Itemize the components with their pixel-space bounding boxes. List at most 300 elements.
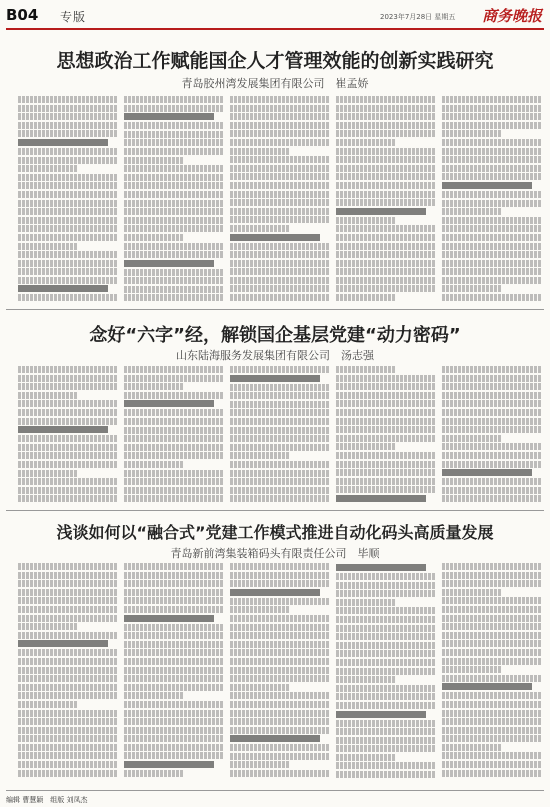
body-text-line: [124, 234, 184, 241]
body-text-line: [442, 122, 542, 129]
body-text-line: [336, 96, 436, 103]
article-2-col-2: [124, 366, 224, 506]
body-text-line: [442, 752, 542, 759]
body-text-line: [124, 572, 224, 579]
body-text-line: [124, 383, 184, 390]
body-text-line: [442, 208, 502, 215]
body-text-line: [336, 582, 436, 589]
subheading-line: [230, 735, 320, 742]
body-text-line: [124, 452, 224, 459]
body-text-line: [336, 234, 436, 241]
body-text-line: [124, 418, 224, 425]
body-text-line: [230, 452, 290, 459]
body-text-line: [230, 392, 330, 399]
body-text-line: [18, 563, 118, 570]
body-text-line: [336, 762, 436, 769]
body-text-line: [230, 461, 330, 468]
body-text-line: [124, 182, 224, 189]
body-text-line: [442, 234, 542, 241]
article-3-byline: 青岛新前湾集装箱码头有限责任公司 毕顺: [170, 547, 380, 560]
body-text-line: [336, 426, 436, 433]
body-text-line: [442, 285, 502, 292]
body-text-line: [336, 113, 436, 120]
body-text-line: [124, 286, 224, 293]
body-text-line: [18, 375, 118, 382]
body-text-line: [18, 113, 118, 120]
body-text-line: [124, 208, 224, 215]
body-text-line: [336, 720, 436, 727]
body-text-line: [230, 182, 330, 189]
body-text-line: [230, 632, 330, 639]
body-text-line: [18, 444, 118, 451]
body-text-line: [336, 260, 436, 267]
body-text-line: [18, 692, 118, 699]
body-text-line: [442, 191, 542, 198]
body-text-line: [336, 745, 436, 752]
body-text-line: [18, 495, 118, 502]
body-text-line: [124, 105, 224, 112]
article-1-byline: 青岛胶州湾发展集团有限公司 崔孟娇: [181, 77, 369, 90]
body-text-line: [18, 718, 118, 725]
body-text-line: [124, 589, 224, 596]
body-text-line: [442, 277, 542, 284]
body-text-line: [124, 495, 224, 502]
body-text-line: [18, 96, 118, 103]
body-text-line: [230, 658, 330, 665]
body-text-line: [336, 383, 436, 390]
body-text-line: [336, 478, 436, 485]
body-text-line: [124, 487, 224, 494]
article-3-title: 浅谈如何以“融合式”党建工作模式推进自动化码头高质量发展: [56, 523, 494, 542]
body-text-line: [124, 375, 224, 382]
body-text-line: [230, 130, 330, 137]
body-text-line: [336, 277, 436, 284]
body-text-line: [230, 384, 330, 391]
body-text-line: [336, 435, 436, 442]
body-text-line: [124, 200, 224, 207]
body-text-line: [336, 285, 436, 292]
body-text-line: [18, 225, 118, 232]
subheading-line: [442, 182, 532, 189]
body-text-line: [18, 658, 118, 665]
body-text-line: [336, 633, 436, 640]
body-text-line: [18, 606, 118, 613]
body-text-line: [442, 130, 502, 137]
body-text-line: [336, 443, 396, 450]
body-text-line: [124, 752, 224, 759]
body-text-line: [230, 139, 330, 146]
body-text-line: [18, 770, 118, 777]
body-text-line: [230, 277, 330, 284]
footer-rule: [6, 790, 544, 791]
subheading-line: [336, 711, 426, 718]
body-text-line: [124, 684, 224, 691]
body-text-line: [230, 96, 330, 103]
body-text-line: [124, 461, 184, 468]
body-text-line: [18, 615, 118, 622]
subheading-line: [230, 234, 320, 241]
body-text-line: [230, 641, 330, 648]
body-text-line: [442, 200, 542, 207]
body-text-line: [336, 676, 396, 683]
subheading-line: [124, 615, 214, 622]
body-text-line: [18, 268, 118, 275]
body-text-line: [18, 418, 118, 425]
body-text-line: [124, 744, 224, 751]
subheading-line: [124, 113, 214, 120]
body-text-line: [336, 130, 436, 137]
body-text-line: [124, 277, 224, 284]
body-text-line: [442, 260, 542, 267]
body-text-line: [124, 710, 224, 717]
body-text-line: [442, 173, 542, 180]
body-text-line: [124, 658, 224, 665]
body-text-line: [230, 563, 330, 570]
body-text-line: [442, 225, 542, 232]
body-text-line: [230, 418, 330, 425]
body-text-line: [442, 478, 542, 485]
article-1-col-3: [230, 96, 330, 306]
body-text-line: [18, 452, 118, 459]
body-text-line: [18, 400, 118, 407]
body-text-line: [124, 191, 224, 198]
body-text-line: [124, 294, 224, 301]
subheading-line: [336, 564, 426, 571]
body-text-line: [336, 191, 436, 198]
body-text-line: [230, 165, 330, 172]
body-text-line: [336, 754, 396, 761]
body-text-line: [18, 243, 78, 250]
body-text-line: [336, 294, 396, 301]
body-text-line: [442, 400, 542, 407]
body-text-line: [336, 702, 436, 709]
subheading-line: [124, 260, 214, 267]
body-text-line: [124, 641, 224, 648]
body-text-line: [442, 563, 542, 570]
body-text-line: [18, 435, 118, 442]
body-text-line: [18, 366, 118, 373]
body-text-line: [124, 157, 184, 164]
body-text-line: [442, 692, 542, 699]
subheading-line: [230, 589, 320, 596]
body-text-line: [18, 200, 118, 207]
body-text-line: [124, 624, 224, 631]
body-text-line: [230, 495, 330, 502]
body-text-line: [336, 461, 436, 468]
body-text-line: [230, 718, 330, 725]
body-text-line: [18, 632, 118, 639]
body-text-line: [442, 251, 542, 258]
body-text-line: [230, 624, 330, 631]
body-text-line: [18, 182, 118, 189]
body-text-line: [18, 735, 118, 742]
body-text-line: [230, 470, 330, 477]
dateline: 2023年7月28日 星期五: [380, 13, 456, 21]
article-2-col-5: [442, 366, 542, 506]
body-text-line: [442, 658, 542, 665]
subheading-line: [230, 375, 320, 382]
body-text-line: [124, 148, 224, 155]
body-text-line: [442, 392, 542, 399]
body-text-line: [336, 105, 436, 112]
body-text-line: [442, 487, 542, 494]
body-text-line: [18, 589, 118, 596]
body-text-line: [230, 478, 330, 485]
body-text-line: [442, 640, 542, 647]
body-text-line: [230, 435, 330, 442]
article-2-col-3: [230, 366, 330, 506]
body-text-line: [336, 251, 436, 258]
body-text-line: [336, 625, 436, 632]
body-text-line: [442, 435, 502, 442]
body-text-line: [230, 615, 330, 622]
body-text-line: [18, 667, 118, 674]
body-text-line: [336, 182, 436, 189]
body-text-line: [336, 392, 436, 399]
body-text-line: [442, 243, 542, 250]
body-text-line: [18, 217, 118, 224]
article-1-col-5: [442, 96, 542, 306]
article-3-col-5: [442, 563, 542, 785]
body-text-line: [18, 294, 118, 301]
subheading-line: [442, 683, 532, 690]
body-text-line: [18, 105, 118, 112]
body-text-line: [336, 737, 436, 744]
body-text-line: [18, 392, 78, 399]
body-text-line: [442, 675, 542, 682]
article-1-col-1: [18, 96, 118, 306]
body-text-line: [442, 718, 542, 725]
body-text-line: [124, 444, 224, 451]
body-text-line: [230, 606, 290, 613]
body-text-line: [18, 478, 118, 485]
body-text-line: [230, 366, 330, 373]
paper-logo: 商务晚报: [481, 7, 542, 25]
body-text-line: [230, 243, 330, 250]
body-text-line: [18, 572, 118, 579]
body-text-line: [18, 191, 118, 198]
body-text-line: [442, 666, 502, 673]
article-1-col-2: [124, 96, 224, 306]
body-text-line: [18, 684, 118, 691]
body-text-line: [124, 632, 224, 639]
body-text-line: [18, 597, 118, 604]
body-text-line: [442, 461, 542, 468]
body-text-line: [18, 208, 118, 215]
body-text-line: [230, 649, 330, 656]
body-text-line: [124, 409, 224, 416]
body-text-line: [336, 173, 436, 180]
body-text-line: [124, 563, 224, 570]
body-text-line: [230, 572, 330, 579]
body-text-line: [230, 427, 330, 434]
body-text-line: [442, 589, 502, 596]
body-text-line: [442, 495, 542, 502]
subheading-line: [336, 495, 426, 502]
subheading-line: [124, 400, 214, 407]
body-text-line: [230, 251, 330, 258]
body-text-line: [230, 122, 330, 129]
body-text-line: [124, 217, 224, 224]
subheading-line: [124, 761, 214, 768]
body-text-line: [18, 649, 118, 656]
body-text-line: [230, 667, 330, 674]
article-1-col-4: [336, 96, 436, 306]
body-text-line: [336, 165, 436, 172]
body-text-line: [124, 427, 224, 434]
body-text-line: [18, 383, 118, 390]
body-text-line: [230, 598, 330, 605]
body-text-line: [442, 597, 542, 604]
subheading-line: [18, 285, 108, 292]
body-text-line: [124, 701, 224, 708]
body-text-line: [124, 478, 224, 485]
body-text-line: [124, 243, 224, 250]
article-3-col-1: [18, 563, 118, 785]
body-text-line: [124, 667, 224, 674]
body-text-line: [124, 718, 224, 725]
body-text-line: [442, 452, 542, 459]
body-text-line: [230, 710, 330, 717]
body-text-line: [18, 157, 118, 164]
body-text-line: [336, 607, 436, 614]
body-text-line: [18, 165, 78, 172]
body-text-line: [18, 461, 118, 468]
divider-2: [6, 510, 544, 511]
body-text-line: [124, 96, 224, 103]
body-text-line: [18, 122, 118, 129]
subheading-line: [18, 426, 108, 433]
body-text-line: [442, 623, 542, 630]
article-2-col-4: [336, 366, 436, 506]
body-text-line: [336, 693, 436, 700]
body-text-line: [18, 727, 118, 734]
body-text-line: [442, 383, 542, 390]
body-text-line: [230, 199, 330, 206]
body-text-line: [336, 599, 396, 606]
body-text-line: [442, 148, 542, 155]
body-text-line: [18, 623, 78, 630]
body-text-line: [230, 225, 290, 232]
body-text-line: [442, 96, 542, 103]
body-text-line: [124, 606, 224, 613]
body-text-line: [336, 616, 436, 623]
body-text-line: [18, 148, 118, 155]
article-2-byline: 山东陆海服务发展集团有限公司 汤志强: [176, 349, 374, 362]
body-text-line: [230, 156, 330, 163]
body-text-line: [336, 469, 436, 476]
body-text-line: [442, 615, 542, 622]
body-text-line: [442, 426, 542, 433]
body-text-line: [230, 216, 330, 223]
editor-credits: 编辑 曹慧颖 组版 刘凤杰: [6, 796, 88, 804]
body-text-line: [336, 156, 436, 163]
body-text-line: [442, 649, 542, 656]
section-label: 专版: [60, 10, 87, 24]
article-3-col-2: [124, 563, 224, 785]
body-text-line: [336, 452, 436, 459]
body-text-line: [230, 409, 330, 416]
body-text-line: [336, 400, 436, 407]
article-2-title: 念好“六字”经，解锁国企基层党建“动力密码”: [89, 325, 461, 346]
body-text-line: [442, 268, 542, 275]
body-text-line: [18, 675, 118, 682]
body-text-line: [336, 573, 436, 580]
body-text-line: [124, 770, 184, 777]
body-text-line: [124, 392, 224, 399]
body-text-line: [124, 435, 224, 442]
body-text-line: [124, 269, 224, 276]
body-text-line: [124, 366, 224, 373]
body-text-line: [442, 139, 542, 146]
subheading-line: [18, 139, 108, 146]
body-text-line: [18, 761, 118, 768]
body-text-line: [336, 409, 436, 416]
body-text-line: [230, 285, 330, 292]
body-text-line: [336, 148, 436, 155]
body-text-line: [230, 692, 330, 699]
body-text-line: [18, 251, 118, 258]
body-text-line: [336, 659, 436, 666]
subheading-line: [18, 640, 108, 647]
header-rule: [6, 28, 544, 30]
body-text-line: [18, 277, 118, 284]
body-text-line: [230, 173, 330, 180]
body-text-line: [124, 692, 184, 699]
body-text-line: [336, 771, 436, 778]
body-text-line: [336, 375, 436, 382]
body-text-line: [230, 684, 290, 691]
body-text-line: [230, 105, 330, 112]
body-text-line: [124, 735, 224, 742]
body-text-line: [124, 131, 224, 138]
body-text-line: [18, 260, 118, 267]
body-text-line: [18, 174, 118, 181]
body-text-line: [230, 208, 330, 215]
page-header: [0, 0, 550, 30]
body-text-line: [18, 130, 118, 137]
body-text-line: [336, 650, 436, 657]
body-text-line: [124, 165, 224, 172]
body-text-line: [336, 728, 436, 735]
body-text-line: [230, 268, 330, 275]
body-text-line: [336, 225, 436, 232]
body-text-line: [124, 122, 224, 129]
body-text-line: [336, 668, 436, 675]
body-text-line: [18, 701, 78, 708]
body-text-line: [336, 139, 396, 146]
body-text-line: [124, 675, 224, 682]
article-2-col-1: [18, 366, 118, 506]
body-text-line: [230, 401, 330, 408]
body-text-line: [124, 649, 224, 656]
body-text-line: [442, 744, 502, 751]
divider-1: [6, 309, 544, 310]
body-text-line: [230, 148, 290, 155]
article-3-col-3: [230, 563, 330, 785]
body-text-line: [336, 366, 396, 373]
body-text-line: [18, 234, 118, 241]
body-text-line: [442, 165, 542, 172]
body-text-line: [230, 701, 330, 708]
body-text-line: [442, 727, 542, 734]
body-text-line: [230, 744, 330, 751]
body-text-line: [336, 217, 396, 224]
body-text-line: [336, 268, 436, 275]
body-text-line: [124, 580, 224, 587]
body-text-line: [18, 710, 118, 717]
body-text-line: [230, 260, 330, 267]
